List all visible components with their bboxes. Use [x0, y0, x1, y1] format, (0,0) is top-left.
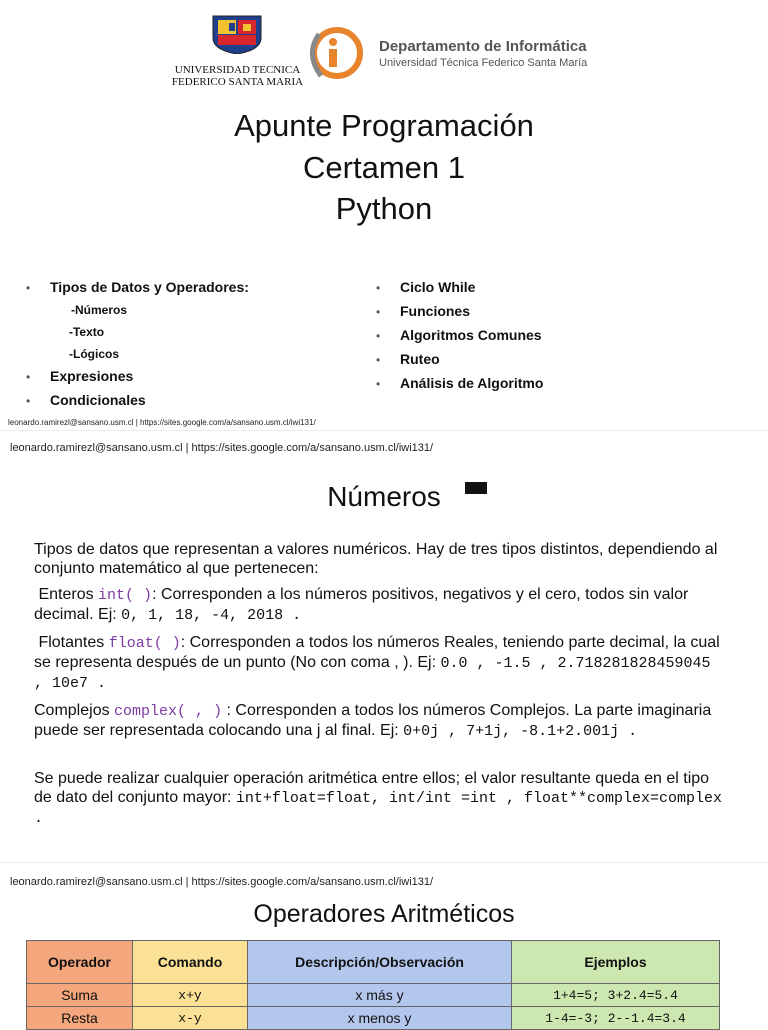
- operations-text: Se puede realizar cualquier operación aritmética entre ellos; el valor resultante queda en el tipo de dato del conjunto mayor:: [34, 770, 710, 806]
- page-title-line1: Apunte Programación: [234, 108, 534, 143]
- bullet-icon: •: [376, 329, 381, 343]
- flotantes-label: Flotantes: [38, 634, 105, 651]
- numeros-flotantes: [34, 633, 724, 693]
- operators-table: [26, 940, 720, 1030]
- topic-label: Tipos de Datos y Operadores:: [50, 279, 249, 295]
- table-row: [27, 1007, 720, 1030]
- bullet-icon: •: [376, 353, 381, 367]
- cell-operador: Suma: [27, 984, 133, 1007]
- slide-footer: leonardo.ramirezl@sansano.usm.cl | https://sites.google.com/a/sansano.usm.cl/iwi131/: [10, 876, 434, 888]
- flotantes-examples: 0.0 , -1.5 , 2.718281828459045 , 10e7 .: [34, 655, 711, 692]
- cell-operador: Resta: [27, 1007, 133, 1030]
- topic-item: [26, 392, 146, 408]
- usm-name-line1: UNIVERSIDAD TECNICA: [174, 64, 301, 76]
- black-mark: [465, 482, 487, 494]
- topic-label: Ciclo While: [400, 279, 476, 295]
- topic-label: Expresiones: [50, 368, 134, 384]
- slide-footer: leonardo.ramirezl@sansano.usm.cl | https://sites.google.com/a/sansano.usm.cl/iwi131/: [10, 442, 434, 454]
- usm-name-line2: FEDERICO SANTA MARIA: [171, 76, 304, 88]
- topic-item: [26, 279, 249, 295]
- complejos-desc: : Corresponden a todos los números Complejos. La parte imaginaria puede ser representada colocando una j al final. Ej:: [34, 702, 712, 739]
- cell-comando: x+y: [133, 984, 248, 1007]
- topic-label: Ruteo: [400, 351, 440, 367]
- section-title-operadores: Operadores Aritméticos: [253, 900, 515, 928]
- page-title-line3: Python: [335, 191, 433, 226]
- table-header-row: [27, 941, 720, 984]
- topic-label: Algoritmos Comunes: [400, 327, 542, 343]
- subtopic-item: -Texto: [69, 325, 105, 339]
- enteros-label: Enteros: [38, 586, 94, 603]
- cell-ejemplos: 1+4=5; 3+2.4=5.4: [512, 984, 720, 1007]
- slide-divider: [0, 862, 768, 863]
- slide-divider: [0, 430, 768, 431]
- cell-comando: x-y: [133, 1007, 248, 1030]
- usm-name: [165, 64, 310, 88]
- usm-logo: [165, 14, 310, 92]
- topic-item: [376, 303, 470, 319]
- topic-label: Funciones: [400, 303, 471, 319]
- bullet-icon: •: [376, 281, 381, 295]
- bullet-icon: •: [376, 305, 381, 319]
- numeros-intro: Tipos de datos que representan a valores numéricos. Hay de tres tipos distintos, dependiendo al conjunto matemático al que pertenecen:: [34, 541, 718, 577]
- bullet-icon: •: [26, 370, 31, 384]
- header-operador: Operador: [27, 941, 133, 984]
- topic-label: Condicionales: [50, 392, 146, 408]
- bullet-icon: •: [26, 394, 31, 408]
- dept-name: Departamento de Informática: [379, 38, 587, 55]
- complejos-examples: 0+0j , 7+1j, -8.1+2.001j .: [403, 723, 638, 740]
- numeros-complejos: [34, 701, 724, 741]
- complejos-code: complex( , ): [114, 703, 223, 720]
- flotantes-code: float( ): [108, 635, 181, 652]
- table-row: [27, 984, 720, 1007]
- enteros-examples: 0, 1, 18, -4, 2018 .: [121, 607, 302, 624]
- header-ejemplos: Ejemplos: [512, 941, 720, 984]
- cell-ejemplos: 1-4=-3; 2--1.4=3.4: [512, 1007, 720, 1030]
- header-comando: Comando: [133, 941, 248, 984]
- topic-item: [376, 327, 542, 343]
- topic-item: [376, 279, 475, 295]
- operations-code: int+float=float, int/int =int , float**complex=complex .: [34, 790, 723, 827]
- topic-item: [26, 368, 133, 384]
- complejos-label: Complejos: [34, 702, 110, 719]
- section-title-numeros: Números: [327, 481, 441, 512]
- bullet-icon: •: [26, 281, 31, 295]
- page-title-line2: Certamen 1: [303, 150, 465, 185]
- usm-crest-icon: [209, 14, 265, 54]
- enteros-desc: : Corresponden a los números positivos, negativos y el cero, todos sin valor decimal. Ej:: [34, 586, 689, 623]
- flotantes-desc: : Corresponden a todos los números Reales, teniendo parte decimal, la cual se representa después de un punto (No con coma , ). Ej:: [34, 634, 720, 671]
- bullet-icon: •: [376, 377, 381, 391]
- numeros-enteros: [34, 585, 724, 625]
- dept-i-logo-icon: [303, 26, 369, 81]
- topic-item: [376, 375, 543, 391]
- subtopic-item: -Lógicos: [69, 347, 119, 361]
- enteros-code: int( ): [98, 587, 153, 604]
- topic-item: [376, 351, 440, 367]
- subtopic-item: -Números: [71, 303, 128, 317]
- numeros-operations: [34, 769, 724, 828]
- slide-footer: leonardo.ramirezl@sansano.usm.cl | https://sites.google.com/a/sansano.usm.cl/iwi131/: [8, 418, 316, 427]
- cell-descripcion: x más y: [248, 984, 512, 1007]
- topic-label: Análisis de Algoritmo: [400, 375, 544, 391]
- dept-logo: [303, 26, 608, 81]
- dept-subtitle: Universidad Técnica Federico Santa María: [379, 57, 588, 69]
- header-descripcion: Descripción/Observación: [248, 941, 512, 984]
- cell-descripcion: x menos y: [248, 1007, 512, 1030]
